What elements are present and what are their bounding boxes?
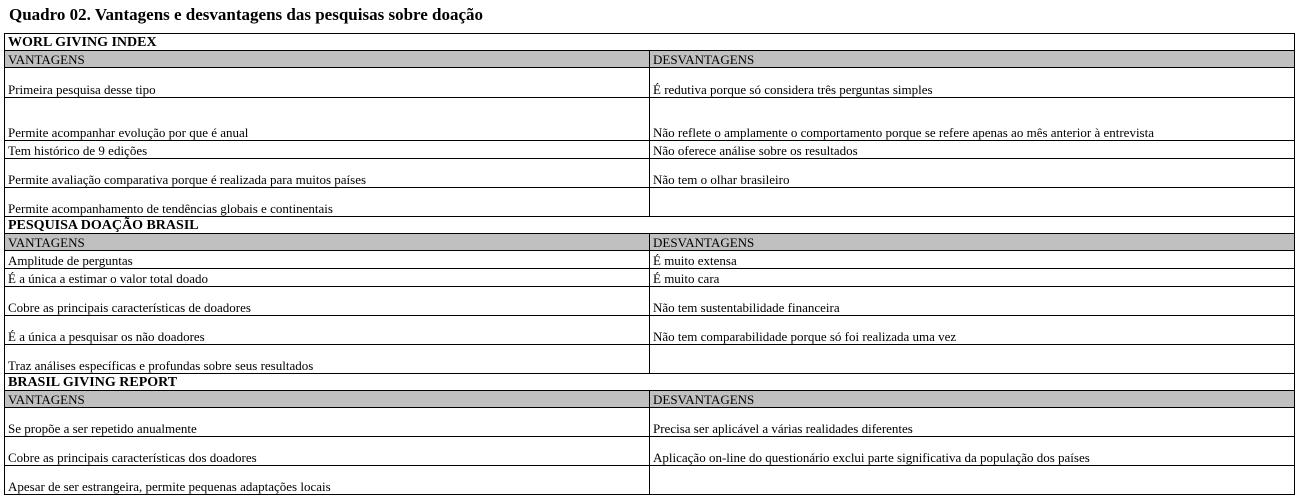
table-row xyxy=(5,408,1295,437)
advantage-cell: Se propõe a ser repetido anualmente xyxy=(5,408,650,437)
advantages-header: VANTAGENS xyxy=(5,234,650,251)
disadvantage-cell: Precisa ser aplicável a várias realidades diferentes xyxy=(650,408,1295,437)
disadvantage-cell: É redutiva porque só considera três perguntas simples xyxy=(650,68,1295,98)
advantage-cell: Cobre as principais características dos doadores xyxy=(5,437,650,466)
section-title: PESQUISA DOAÇÃO BRASIL xyxy=(5,217,1295,234)
advantages-header: VANTAGENS xyxy=(5,51,650,68)
advantage-cell: Permite acompanhamento de tendências globais e continentais xyxy=(5,188,650,217)
table-row xyxy=(5,316,1295,345)
advantage-cell: Amplitude de perguntas xyxy=(5,251,650,269)
disadvantage-cell: Não tem o olhar brasileiro xyxy=(650,159,1295,188)
section-title: BRASIL GIVING REPORT xyxy=(5,374,1295,391)
disadvantages-header: DESVANTAGENS xyxy=(650,51,1295,68)
table-row xyxy=(5,98,1295,141)
table-row xyxy=(5,68,1295,98)
table-row xyxy=(5,287,1295,316)
table-row xyxy=(5,437,1295,466)
table-row xyxy=(5,188,1295,217)
comparison-table xyxy=(4,33,1295,495)
disadvantage-cell: É muito cara xyxy=(650,269,1295,287)
disadvantage-cell: Não tem sustentabilidade financeira xyxy=(650,287,1295,316)
table-row xyxy=(5,251,1295,269)
disadvantage-cell: Não oferece análise sobre os resultados xyxy=(650,141,1295,159)
disadvantages-header: DESVANTAGENS xyxy=(650,234,1295,251)
page-title: Quadro 02. Vantagens e desvantagens das pesquisas sobre doação xyxy=(9,5,484,24)
section-header-row xyxy=(5,217,1295,234)
disadvantage-cell: Aplicação on-line do questionário exclui parte significativa da população dos países xyxy=(650,437,1295,466)
table-row xyxy=(5,345,1295,374)
disadvantage-cell xyxy=(650,188,1295,217)
advantages-header: VANTAGENS xyxy=(5,391,650,408)
table-row xyxy=(5,269,1295,287)
table-row xyxy=(5,141,1295,159)
advantage-cell: Primeira pesquisa desse tipo xyxy=(5,68,650,98)
disadvantage-cell: Não reflete o amplamente o comportamento porque se refere apenas ao mês anterior à entrevista xyxy=(650,98,1295,141)
disadvantage-cell xyxy=(650,345,1295,374)
disadvantage-cell: É muito extensa xyxy=(650,251,1295,269)
advantage-cell: Permite acompanhar evolução por que é anual xyxy=(5,98,650,141)
table-row xyxy=(5,466,1295,495)
column-header-row xyxy=(5,234,1295,251)
advantage-cell: Tem histórico de 9 edições xyxy=(5,141,650,159)
disadvantage-cell: Não tem comparabilidade porque só foi realizada uma vez xyxy=(650,316,1295,345)
advantage-cell: Cobre as principais características de doadores xyxy=(5,287,650,316)
advantage-cell: Apesar de ser estrangeira, permite pequenas adaptações locais xyxy=(5,466,650,495)
column-header-row xyxy=(5,391,1295,408)
advantage-cell: É a única a estimar o valor total doado xyxy=(5,269,650,287)
column-header-row xyxy=(5,51,1295,68)
advantage-cell: Permite avaliação comparativa porque é realizada para muitos países xyxy=(5,159,650,188)
advantage-cell: Traz análises específicas e profundas sobre seus resultados xyxy=(5,345,650,374)
disadvantage-cell xyxy=(650,466,1295,495)
section-header-row xyxy=(5,34,1295,51)
section-title: WORL GIVING INDEX xyxy=(5,34,1295,51)
section-header-row xyxy=(5,374,1295,391)
advantage-cell: É a única a pesquisar os não doadores xyxy=(5,316,650,345)
disadvantages-header: DESVANTAGENS xyxy=(650,391,1295,408)
table-row xyxy=(5,159,1295,188)
